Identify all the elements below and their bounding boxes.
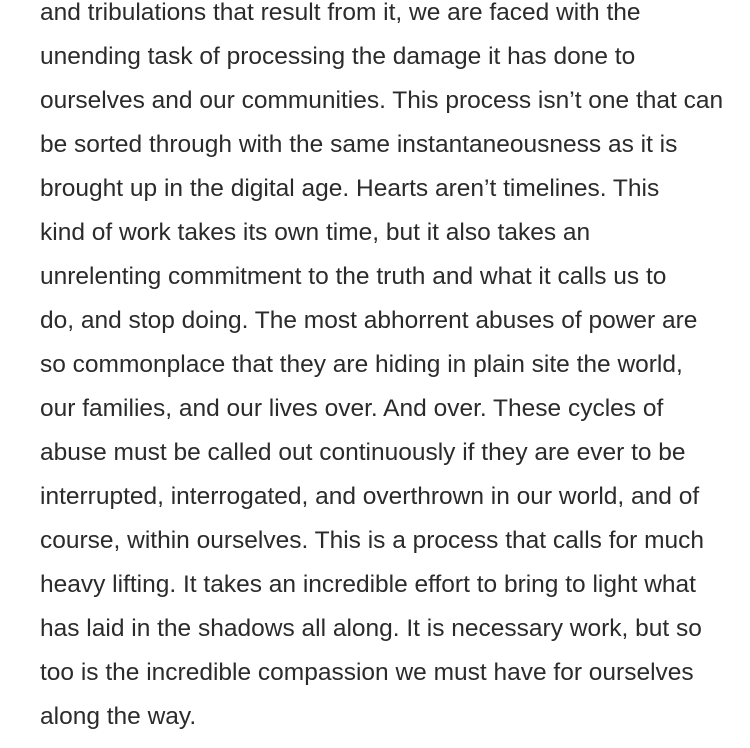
text-line: abuse must be called out continuously if they are ever to be <box>40 439 686 466</box>
text-line: ourselves and our communities. This process isn’t one that can <box>40 87 724 114</box>
text-line: has laid in the shadows all along. It is necessary work, but so <box>40 615 702 642</box>
text-line: unending task of processing the damage it has done to <box>40 43 636 70</box>
text-line: so commonplace that they are hiding in plain site the world, <box>40 351 683 378</box>
text-line: too is the incredible compassion we must have for ourselves <box>40 659 694 686</box>
text-line: do, and stop doing. The most abhorrent abuses of power are <box>40 307 698 334</box>
text-line: our families, and our lives over. And over. These cycles of <box>40 395 664 422</box>
text-line: and tribulations that result from it, we are faced with the <box>40 0 641 26</box>
text-line: brought up in the digital age. Hearts aren’t timelines. This <box>40 175 660 202</box>
text-line: kind of work takes its own time, but it also takes an <box>40 219 591 246</box>
article-paragraph <box>40 0 740 739</box>
text-line: heavy lifting. It takes an incredible effort to bring to light what <box>40 571 696 598</box>
text-line: be sorted through with the same instantaneousness as it is <box>40 131 678 158</box>
text-line: unrelenting commitment to the truth and what it calls us to <box>40 263 667 290</box>
text-line: along the way. <box>40 703 197 730</box>
text-line: interrupted, interrogated, and overthrown in our world, and of <box>40 483 700 510</box>
text-line: course, within ourselves. This is a process that calls for much <box>40 527 705 554</box>
